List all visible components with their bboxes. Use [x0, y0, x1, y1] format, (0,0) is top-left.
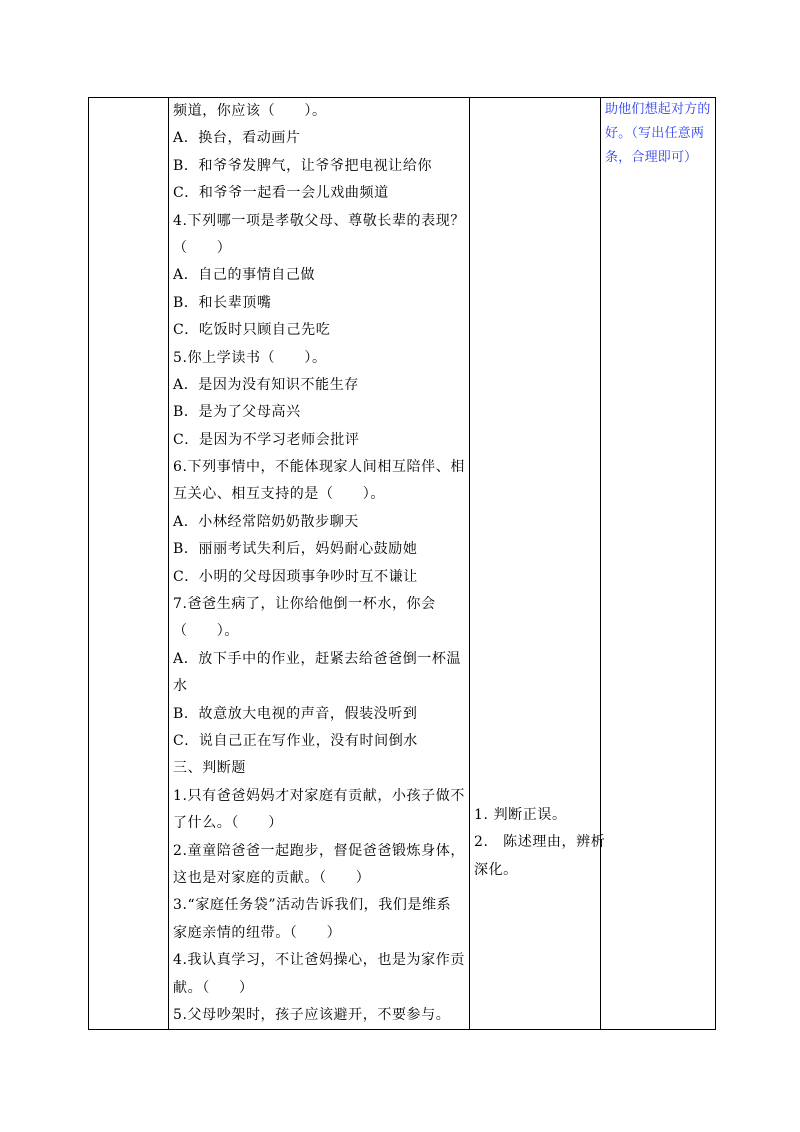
question-line: 6.下列事情中，不能体现家人间相互陪伴、相 — [173, 459, 465, 476]
method-list — [470, 802, 609, 884]
question-line: C．是因为不学习老师会批评 — [173, 431, 360, 448]
question-line: C．说自己正在写作业，没有时间倒水 — [173, 732, 418, 749]
question-line: B．和长辈顶嘴 — [173, 294, 272, 311]
question-line: 1.只有爸爸妈妈才对家庭有贡献，小孩子做不 — [173, 787, 465, 804]
question-line: 三、判断题 — [173, 760, 246, 777]
method-line: 2. 陈述理由，辨析 — [473, 834, 606, 851]
question-line: 这也是对家庭的贡献。（ ） — [173, 869, 371, 886]
question-line: 2.童童陪爸爸一起跑步，督促爸爸锻炼身体， — [173, 842, 465, 859]
question-line: C．吃饭时只顾自己先吃 — [173, 322, 331, 339]
question-line: （ ）。 — [173, 623, 239, 640]
empty-cell — [89, 98, 169, 1030]
question-line: B．故意放大电视的声音，假装没听到 — [173, 705, 418, 722]
question-line: 7.爸爸生病了，让你给他倒一杯水，你会 — [173, 596, 436, 613]
question-line: 4.我认真学习，不让爸妈操心，也是为家作贡 — [173, 952, 465, 969]
question-line: 互关心、相互支持的是（ ）。 — [173, 486, 385, 503]
question-line: 家庭亲情的纽带。（ ） — [173, 924, 342, 941]
question-line: 水 — [173, 678, 188, 695]
question-line: A．放下手中的作业，赶紧去给爸爸倒一杯温 — [173, 650, 462, 667]
method-line: 1. 判断正误。 — [473, 807, 567, 823]
question-line: 了什么。（ ） — [173, 815, 283, 832]
question-line: 献。（ ） — [173, 979, 254, 996]
question-line: B．丽丽考试失利后，妈妈耐心鼓励她 — [173, 541, 418, 558]
question-line: B．和爷爷发脾气，让爷爷把电视让给你 — [173, 157, 433, 174]
question-line: A．小林经常陪奶奶散步聊天 — [173, 513, 359, 530]
question-line: 4.下列哪一项是孝敬父母、尊敬长辈的表现？ — [173, 212, 465, 229]
question-line: 5.父母吵架时，孩子应该避开，不要参与。 — [173, 1006, 451, 1023]
questions-cell — [169, 98, 470, 1030]
note-line: 助他们想起对方的 — [604, 102, 711, 117]
note-line: 好。（写出任意两 — [604, 126, 705, 141]
question-line: A．换台，看动画片 — [173, 130, 301, 147]
method-cell — [469, 98, 606, 1030]
question-line: C．小明的父母因琐事争吵时互不谦让 — [173, 568, 418, 585]
note-line: 条，合理即可） — [604, 150, 698, 165]
lesson-table — [88, 97, 716, 1030]
question-line: 3.“家庭任务袋”活动告诉我们，我们是维系 — [173, 897, 452, 914]
question-line: A．自己的事情自己做 — [173, 267, 316, 284]
note-cell — [600, 98, 715, 1030]
question-line: A．是因为没有知识不能生存 — [173, 376, 359, 393]
question-line: 频道，你应该（ ）。 — [173, 103, 327, 119]
method-line: 深化。 — [473, 861, 518, 878]
question-list — [169, 98, 469, 1029]
question-line: （ ） — [173, 239, 232, 256]
question-line: B．是为了父母高兴 — [173, 404, 301, 421]
note-list — [601, 98, 715, 170]
question-line: C．和爷爷一起看一会儿戏曲频道 — [173, 185, 389, 202]
question-line: 5.你上学读书（ ）。 — [173, 349, 327, 366]
table-row — [89, 98, 716, 1030]
